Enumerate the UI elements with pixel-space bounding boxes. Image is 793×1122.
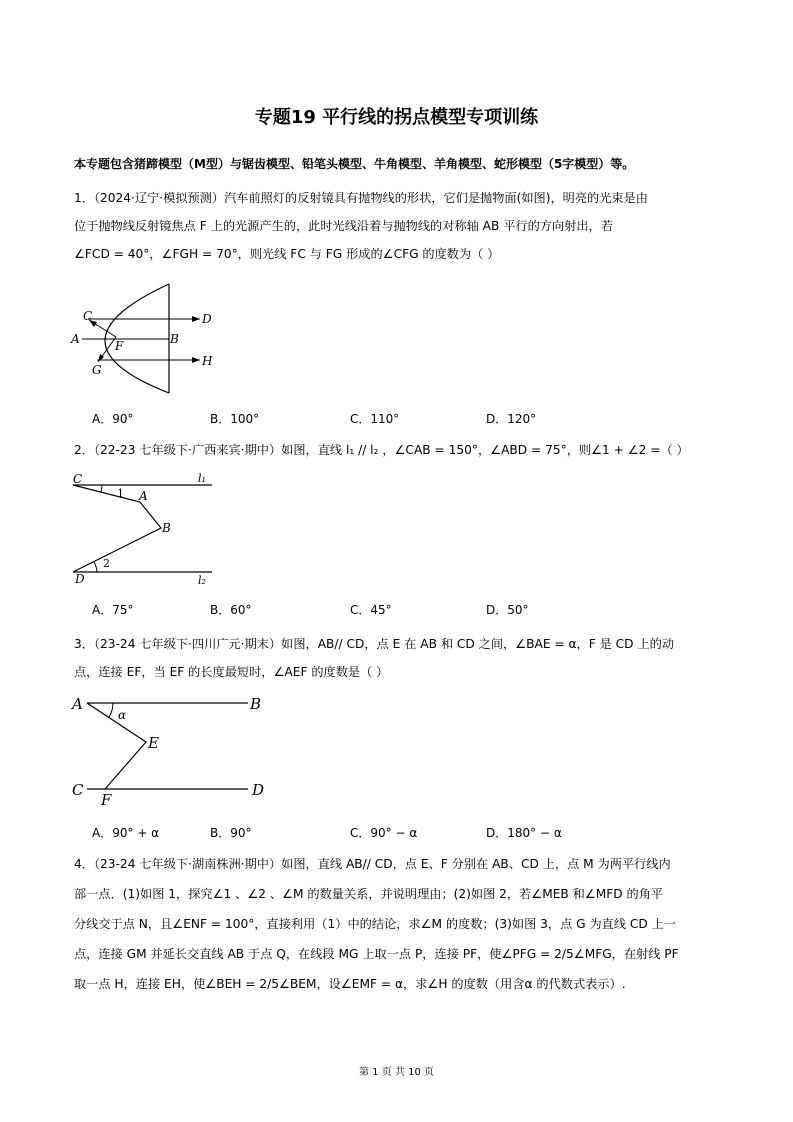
option-a[interactable]: A．90° xyxy=(92,412,134,426)
label-d: D xyxy=(75,572,85,586)
question-2-figure xyxy=(68,468,218,590)
page-footer: 第 1 页 共 10 页 xyxy=(359,1067,434,1078)
question-line: 2．（22-23 七年级下·广西来宾·期中）如图，直线 l₁ // l₂ ，∠CAB = 150°，∠ABD = 75°，则∠1 + ∠2 =（ ） xyxy=(74,443,689,457)
angle-2-arc xyxy=(94,562,97,572)
label-a: A xyxy=(71,332,80,346)
question-line: 点，连接 EF，当 EF 的长度最短时，∠AEF 的度数是（ ） xyxy=(74,665,389,679)
question-line: 3．（23-24 七年级下·四川广元·期末）如图，AB// CD，点 E 在 AB 和 CD 之间，∠BAE = α，F 是 CD 上的动 xyxy=(74,637,675,651)
option-a[interactable]: A．90° + α xyxy=(92,826,160,840)
arrow-h-icon xyxy=(192,357,200,363)
option-a[interactable]: A．75° xyxy=(92,603,134,617)
option-d[interactable]: D．120° xyxy=(486,412,537,426)
option-c[interactable]: C．90° − α xyxy=(350,826,418,840)
option-b[interactable]: B．90° xyxy=(210,826,252,840)
arrow-d-icon xyxy=(192,316,200,322)
label-l1: l₁ xyxy=(198,472,206,485)
option-c[interactable]: C．110° xyxy=(350,412,400,426)
question-2-text xyxy=(74,436,724,464)
topic-intro: 本专题包含猪蹄模型（M型）与锯齿模型、铅笔头模型、牛角模型、羊角模型、蛇形模型（5字模型）等。 xyxy=(74,157,635,171)
question-line: 1．（2024·辽宁·模拟预测）汽车前照灯的反射镜具有抛物线的形状，它们是抛物面(如图)，明亮的光束是由 xyxy=(74,191,648,205)
label-b: B xyxy=(250,695,262,713)
label-angle-2: 2 xyxy=(103,557,110,570)
label-a: A xyxy=(72,695,83,713)
angle-alpha-arc xyxy=(109,703,113,717)
label-alpha: α xyxy=(118,708,127,722)
label-f: F xyxy=(101,791,112,809)
question-line: ∠FCD = 40°，∠FGH = 70°，则光线 FC 与 FG 形成的∠CFG 的度数为（ ） xyxy=(74,247,500,261)
label-d: D xyxy=(202,312,212,326)
label-c: C xyxy=(72,781,84,799)
option-d[interactable]: D．180° − α xyxy=(486,826,562,840)
label-a: A xyxy=(139,489,148,503)
question-line: 4．（23-24 七年级下·湖南株洲·期中）如图，直线 AB// CD，点 E、F 分别在 AB、CD 上，点 M 为两平行线内 xyxy=(74,857,671,871)
option-d[interactable]: D．50° xyxy=(486,603,529,617)
option-b[interactable]: B．60° xyxy=(210,603,252,617)
question-line: 点，连接 GM 并延长交直线 AB 于点 Q，在线段 MG 上取一点 P，连接 PF，使∠PFG = 2/5∠MFG，在射线 PF xyxy=(74,947,679,961)
label-f: F xyxy=(115,339,124,353)
label-c: C xyxy=(83,309,93,323)
label-h: H xyxy=(202,354,213,368)
option-c[interactable]: C．45° xyxy=(350,603,392,617)
question-1-text xyxy=(74,184,724,268)
question-line: 部一点．(1)如图 1，探究∠1 、∠2 、∠M 的数量关系，并说明理由；(2)如图 2，若∠MEB 和∠MFD 的角平 xyxy=(74,887,664,901)
option-b[interactable]: B．100° xyxy=(210,412,260,426)
question-3-text xyxy=(74,630,724,686)
label-g: G xyxy=(92,363,102,377)
polyline-aef xyxy=(87,703,146,789)
label-l2: l₂ xyxy=(198,574,206,587)
question-3-figure xyxy=(68,690,278,810)
angle-1-arc xyxy=(101,485,102,492)
question-line: 取一点 H，连接 EH，使∠BEH = 2/5∠BEM，设∠EMF = α，求∠H 的度数（用含α 的代数式表示）. xyxy=(74,977,626,991)
label-angle-1: 1 xyxy=(117,487,124,500)
question-1-figure xyxy=(66,280,226,400)
page-title: 专题19 平行线的拐点模型专项训练 xyxy=(254,107,539,128)
question-line: 分线交于点 N，且∠ENF = 100°，直接利用（1）中的结论，求∠M 的度数；(3)如图 3，点 G 为直线 CD 上一 xyxy=(74,917,677,931)
label-b: B xyxy=(170,332,179,346)
question-line: 位于抛物线反射镜焦点 F 上的光源产生的，此时光线沿着与抛物线的对称轴 AB 平行的方向射出，若 xyxy=(74,219,613,233)
label-c: C xyxy=(73,472,83,486)
label-d: D xyxy=(252,781,265,799)
label-e: E xyxy=(148,734,159,752)
label-b: B xyxy=(162,521,171,535)
question-4-text xyxy=(74,849,724,999)
